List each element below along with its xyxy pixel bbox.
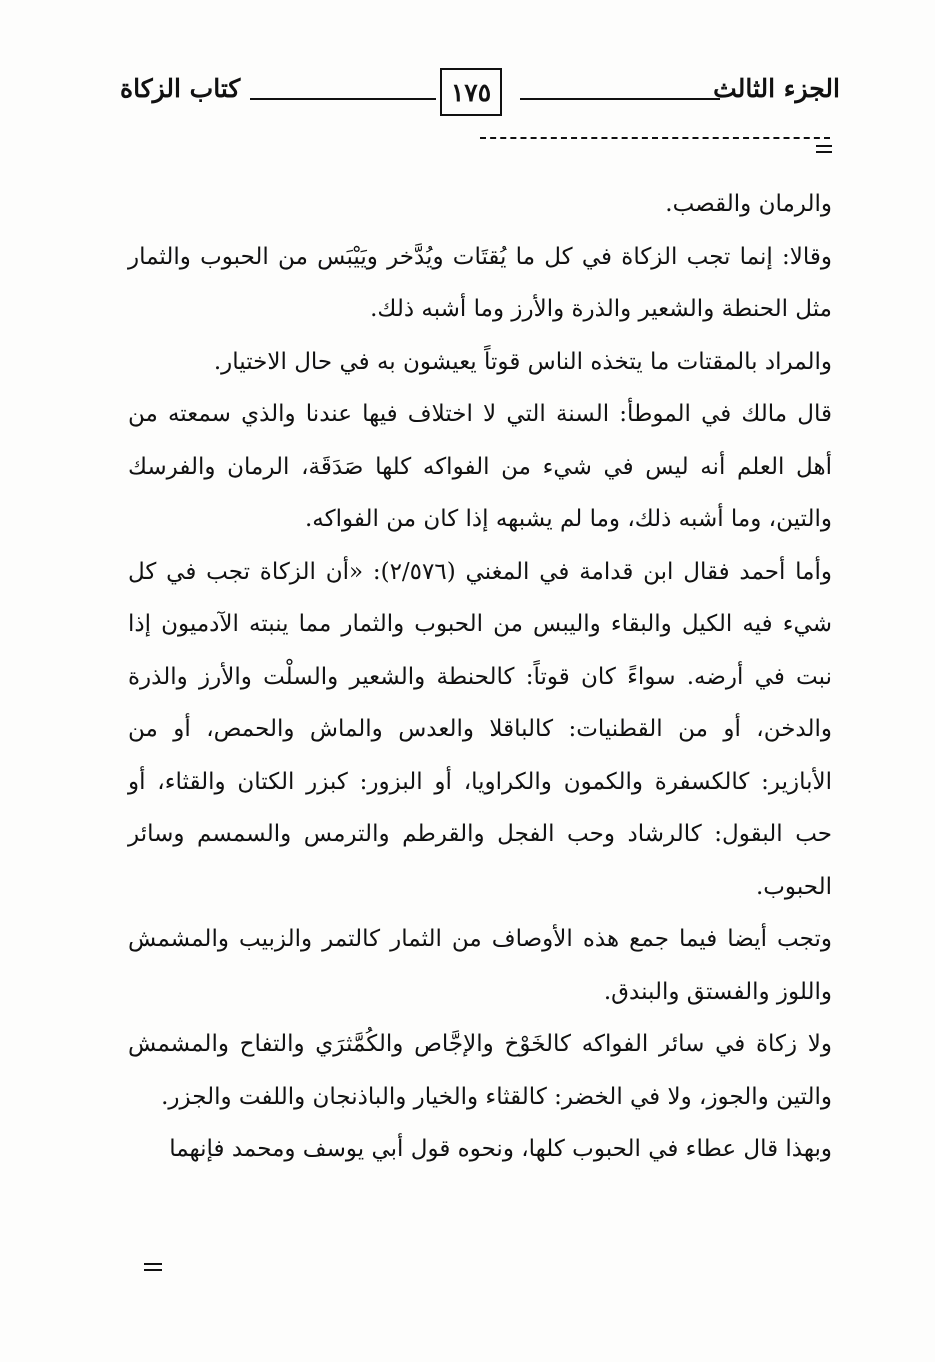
paragraph-1: والرمان والقصب. xyxy=(665,191,832,217)
header-book-title: كتاب الزكاة xyxy=(120,74,241,103)
paragraph-4: قال مالك في الموطأ: السنة التي لا اختلاف فيها عندنا والذي سمعته من أهل العلم أنه ليس في شيء من الفواكه كلها صَدَقَة، الرمان والفرسك والتين، وما أشبه ذلك، وما لم يشبهه إذا كان من الفواكه. xyxy=(128,401,832,532)
paragraph-8: وبهذا قال عطاء في الحبوب كلها، ونحوه قول أبي يوسف ومحمد فإنهما xyxy=(169,1136,832,1162)
header-dashed-separator xyxy=(480,137,830,139)
double-line-marker-top xyxy=(816,145,832,155)
body-text xyxy=(128,178,832,1176)
double-line-marker-bottom xyxy=(144,1263,162,1273)
header-part-title: الجزء الثالث xyxy=(713,74,840,103)
paragraph-6: وتجب أيضا فيما جمع هذه الأوصاف من الثمار كالتمر والزبيب والمشمش واللوز والفستق والبندق. xyxy=(128,926,832,1005)
header-rule-right xyxy=(520,98,720,100)
paragraph-2: وقالا: إنما تجب الزكاة في كل ما يُقتَات ويُدَّخر ويَيْبَس من الحبوب والثمار مثل الحنطة والشعير والذرة والأرز وما أشبه ذلك. xyxy=(128,243,832,322)
page-number: ١٧٥ xyxy=(450,77,492,107)
paragraph-5: وأما أحمد فقال ابن قدامة في المغني (٢/٥٧٦): «أن الزكاة تجب في كل شيء فيه الكيل والبقاء واليبس من الحبوب والثمار مما ينبته الآدميون إذا نبت في أرضه. سواءً كان قوتاً: كالحنطة والشعير والسلْت والأرز والذرة والدخن، أو من القطنيات: كالباقلا والعدس والماش والحمص، أو من الأبازير: كالكسفرة والكمون والكراويا، أو البزور: كبزر الكتان والقثاء، أو حب البقول: كالرشاد وحب الفجل والقرطم والترمس والسمسم وسائر الحبوب. xyxy=(128,558,832,900)
page-number-box xyxy=(440,68,502,116)
paragraph-7: ولا زكاة في سائر الفواكه كالخَوْخ والإجَّاص والكُمَّثرَي والتفاح والمشمش والتين والجوز، ولا في الخضر: كالقثاء والخيار والباذنجان واللفت والجزر. xyxy=(128,1031,832,1110)
page-header xyxy=(120,68,840,128)
header-rule-left xyxy=(250,98,436,100)
paragraph-3: والمراد بالمقتات ما يتخذه الناس قوتاً يعيشون به في حال الاختيار. xyxy=(213,348,832,375)
